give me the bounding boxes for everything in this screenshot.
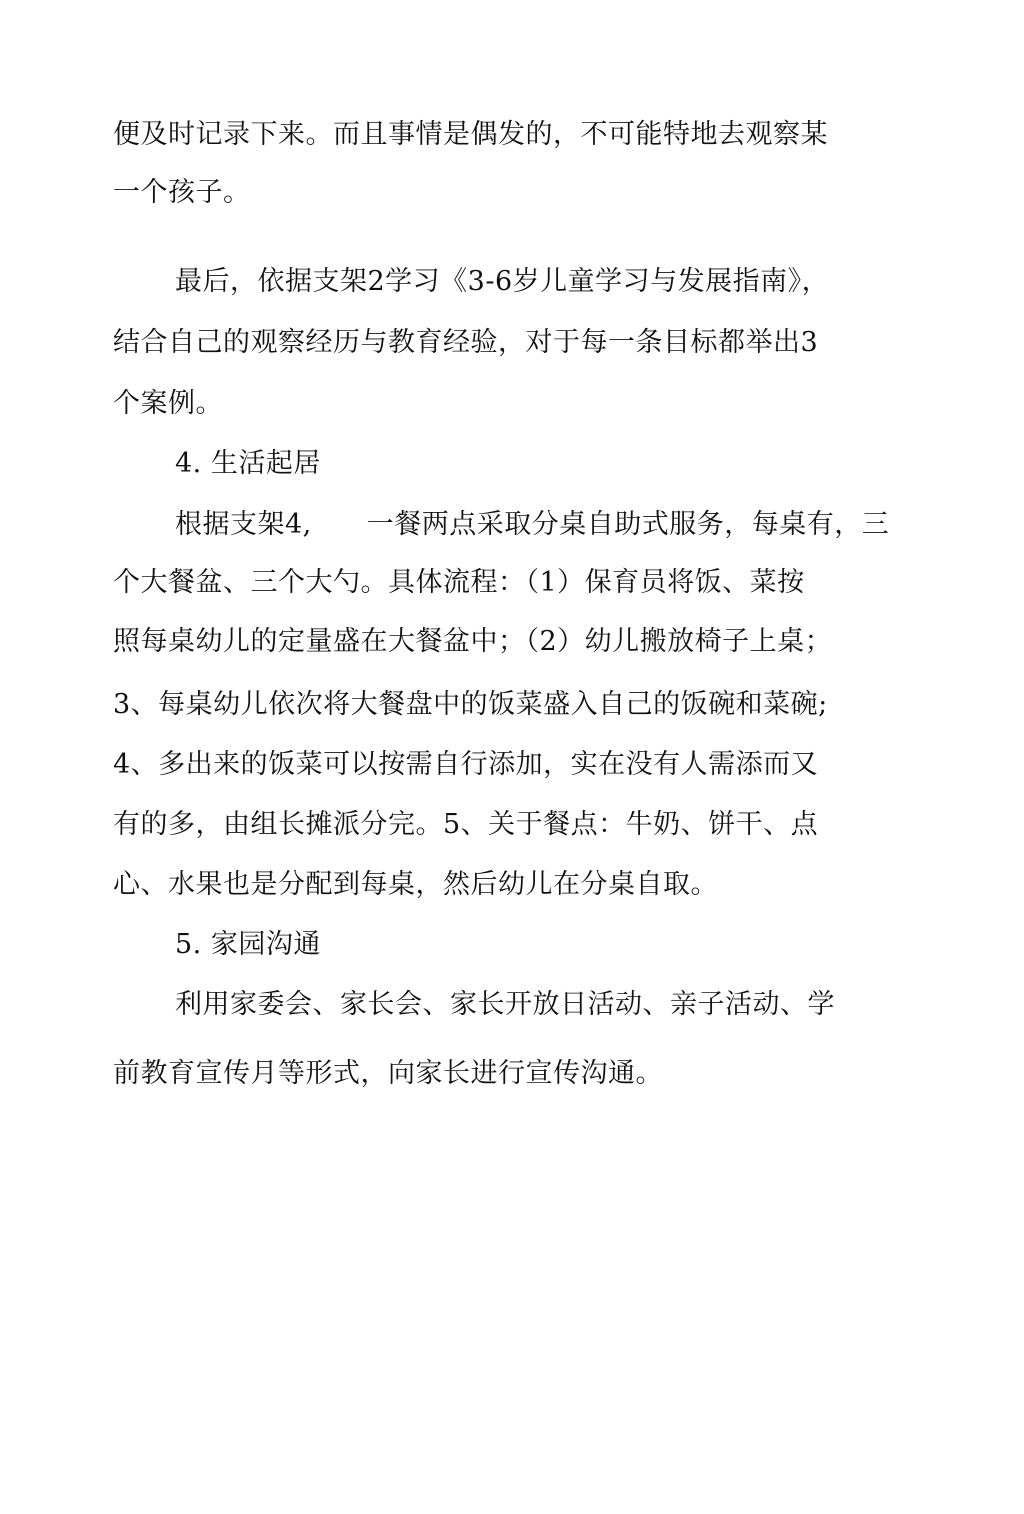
paragraph-line: 照每桌幼儿的定量盛在大餐盆中；（2）幼儿搬放椅子上桌； [113, 626, 833, 657]
section-heading: 4. 生活起居 [175, 448, 321, 479]
paragraph-line: 4、多出来的饭菜可以按需自行添加，实在没有人需添而又 [113, 749, 819, 780]
paragraph-line: 便及时记录下来。而且事情是偶发的，不可能特地去观察某 [113, 119, 828, 150]
paragraph-line: 3、每桌幼儿依次将大餐盘中的饭菜盛入自己的饭碗和菜碗; [113, 689, 828, 720]
paragraph-line: 根据支架4, 一餐两点采取分桌自助式服务，每桌有，三 [175, 509, 890, 540]
paragraph-line: 心、水果也是分配到每桌，然后幼儿在分桌自取。 [113, 869, 718, 900]
paragraph-line: 一个孩子。 [113, 177, 251, 208]
section-heading: 5. 家园沟通 [175, 929, 321, 960]
paragraph-line: 利用家委会、家长会、家长开放日活动、亲子活动、学 [175, 989, 835, 1020]
paragraph-line: 有的多，由组长摊派分完。5、关于餐点：牛奶、饼干、点 [113, 809, 819, 840]
paragraph-line: 最后，依据支架2学习《3-6岁儿童学习与发展指南》， [175, 266, 830, 297]
paragraph-line: 个案例。 [113, 388, 223, 419]
paragraph-line: 个大餐盆、三个大勺。具体流程：（1）保育员将饭、菜按 [113, 567, 805, 598]
paragraph-line: 结合自己的观察经历与教育经验，对于每一条目标都举出3 [113, 327, 819, 358]
paragraph-line: 前教育宣传月等形式，向家长进行宣传沟通。 [113, 1058, 663, 1089]
